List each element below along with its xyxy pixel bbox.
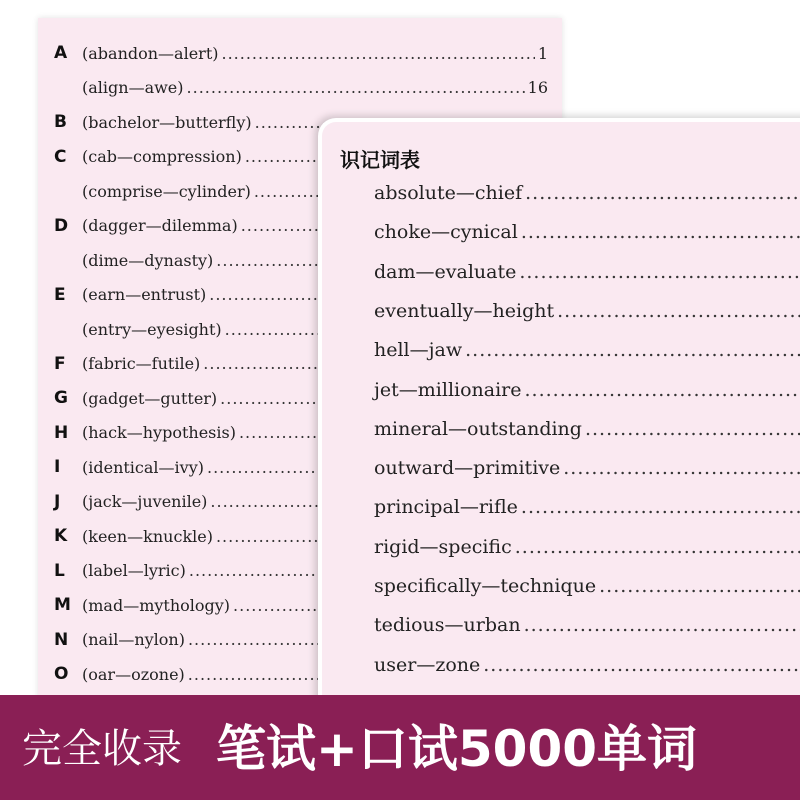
index-entry-range: (align—awe) xyxy=(82,78,184,97)
leader-dots xyxy=(521,221,800,243)
vocabulary-range-row xyxy=(374,261,800,295)
leader-dots xyxy=(524,614,800,636)
index-letter: K xyxy=(54,526,68,546)
leader-dots xyxy=(222,44,535,63)
vocabulary-range: principal—rifle xyxy=(374,496,518,519)
vocabulary-range: choke—cynical xyxy=(374,221,518,244)
index-letter: G xyxy=(54,388,68,408)
index-entry-range: (keen—knuckle) xyxy=(82,526,213,546)
vocabulary-range: mineral—outstanding xyxy=(374,417,582,440)
index-page-number: 16 xyxy=(527,78,548,97)
index-letter: I xyxy=(54,457,61,477)
leader-dots xyxy=(521,496,800,518)
leader-dots xyxy=(557,300,800,322)
banner-bold-text: 笔试+口试5000单词 xyxy=(216,720,698,778)
vocabulary-range-row xyxy=(374,496,800,530)
vocabulary-range-row xyxy=(374,300,800,334)
index-row xyxy=(38,73,562,103)
vocabulary-range: eventually—height xyxy=(374,299,555,322)
index-entry-range: (gadget—gutter) xyxy=(82,388,218,408)
vocabulary-range: specifically—technique xyxy=(374,575,597,597)
index-letter: M xyxy=(54,595,71,615)
index-page-number: 1 xyxy=(537,43,548,63)
index-entry xyxy=(82,78,548,97)
index-entry-range: (abandon—alert) xyxy=(82,43,219,63)
index-letter: C xyxy=(54,146,67,167)
index-entry-range: (cab—compression) xyxy=(82,147,242,166)
index-letter: F xyxy=(54,353,66,374)
index-entry-range: (entry—eyesight) xyxy=(82,319,222,339)
vocabulary-range: dam—evaluate xyxy=(374,260,517,283)
leader-dots xyxy=(525,182,800,204)
leader-dots xyxy=(515,536,800,558)
vocabulary-range-row xyxy=(374,418,800,452)
vocabulary-list-title: 识记词表 xyxy=(340,148,420,172)
leader-dots xyxy=(599,575,800,597)
promo-banner xyxy=(0,695,800,800)
index-letter: B xyxy=(54,112,67,132)
index-entry-range: (bachelor—butterfly) xyxy=(82,112,252,132)
index-entry-range: (earn—entrust) xyxy=(82,285,207,304)
index-letter: N xyxy=(54,629,69,650)
index-letter: O xyxy=(54,664,69,684)
leader-dots xyxy=(525,379,800,401)
vocabulary-range-row xyxy=(374,654,800,688)
index-letter: L xyxy=(54,560,65,581)
index-entry-range: (dime—dynasty) xyxy=(82,250,214,270)
index-letter: H xyxy=(54,422,69,443)
leader-dots xyxy=(187,78,525,97)
index-entry-range: (fabric—futile) xyxy=(82,354,201,373)
index-letter: D xyxy=(54,215,69,236)
leader-dots xyxy=(585,418,800,440)
leader-dots xyxy=(483,654,800,676)
index-entry-range: (dagger—dilemma) xyxy=(82,216,238,235)
index-entry xyxy=(82,44,548,63)
vocabulary-range: absolute—chief xyxy=(374,182,523,204)
index-entry-range: (jack—juvenile) xyxy=(82,492,208,511)
vocabulary-range: jet—millionaire xyxy=(374,378,522,401)
vocabulary-range-row xyxy=(374,339,800,373)
vocabulary-range-row xyxy=(374,614,800,648)
vocabulary-range: outward—primitive xyxy=(374,457,561,480)
leader-dots xyxy=(465,339,800,361)
index-entry-range: (nail—nylon) xyxy=(82,630,185,649)
index-letter: J xyxy=(54,491,61,512)
vocabulary-range: user—zone xyxy=(374,653,481,676)
index-entry-range: (identical—ivy) xyxy=(82,457,204,477)
leader-dots xyxy=(519,261,800,283)
index-entry-range: (comprise—cylinder) xyxy=(82,181,251,201)
vocabulary-range-row xyxy=(374,536,800,570)
vocabulary-range: hell—jaw xyxy=(374,339,463,362)
index-entry-range: (hack—hypothesis) xyxy=(82,423,236,442)
index-entry-range: (oar—ozone) xyxy=(82,664,185,684)
index-entry-range: (label—lyric) xyxy=(82,561,186,580)
index-row xyxy=(38,38,562,68)
index-letter: E xyxy=(54,284,66,305)
vocabulary-range-row xyxy=(374,182,800,216)
vocabulary-range-row xyxy=(374,575,800,609)
front-vocabulary-page xyxy=(318,118,800,762)
index-entry-range: (mad—mythology) xyxy=(82,595,231,615)
vocabulary-range-row xyxy=(374,379,800,413)
vocabulary-range-row xyxy=(374,457,800,491)
leader-dots xyxy=(563,457,800,479)
index-letter: A xyxy=(54,43,68,63)
vocabulary-range-row xyxy=(374,221,800,255)
vocabulary-range: rigid—specific xyxy=(374,535,512,558)
vocabulary-range: tedious—urban xyxy=(374,614,521,637)
banner-light-text: 完全收录 xyxy=(22,726,182,772)
